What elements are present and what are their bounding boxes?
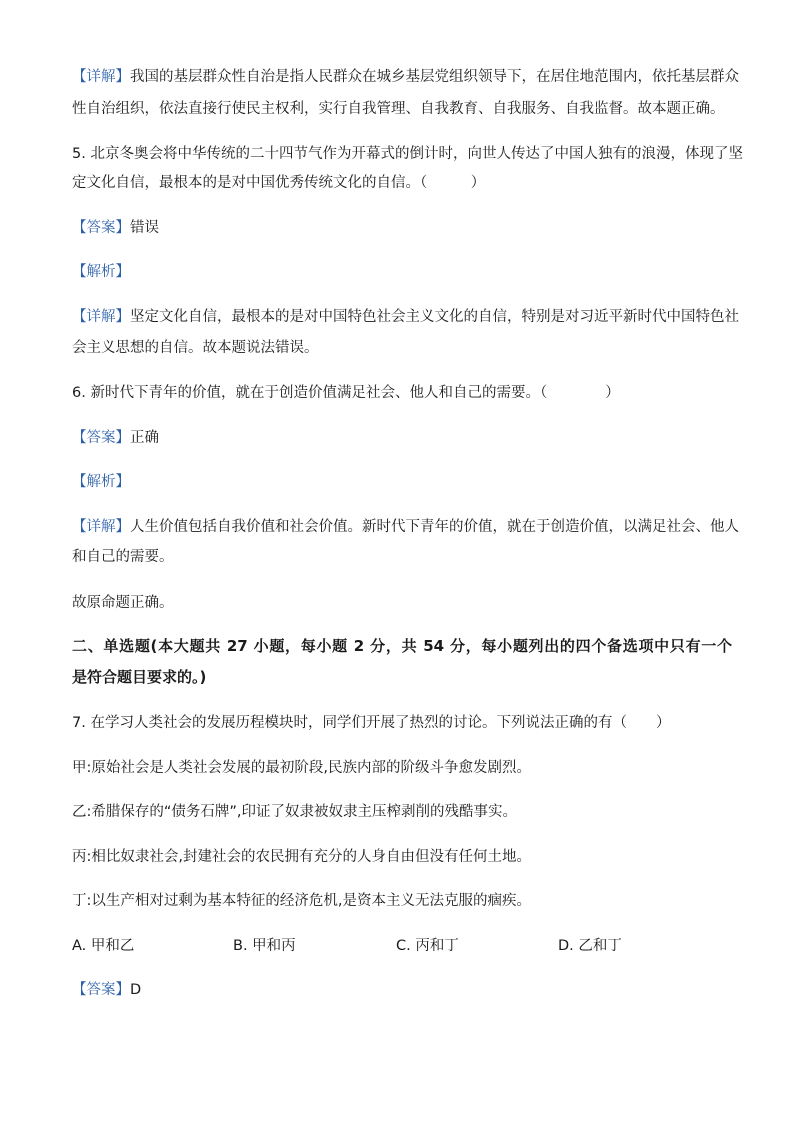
detail-line — [72, 307, 739, 327]
detail-line: 会主义思想的自信。故本题说法错误。 — [72, 340, 319, 356]
detail-text: 我国的基层群众性自治是指人民群众在城乡基层党组织领导下，在居住地范围内，依托基层群众 — [130, 69, 739, 85]
section-heading-cont: 是符合题目要求的。) — [72, 668, 207, 686]
detail-tag: 【详解】 — [72, 69, 130, 85]
question-5-stem-cont: 定文化自信，最根本的是对中国优秀传统文化的自信。（ ） — [72, 175, 486, 191]
answer-tag: 【答案】 — [72, 220, 130, 236]
answer-tag: 【答案】 — [72, 430, 130, 446]
analysis-tag — [72, 262, 732, 282]
answer-line — [72, 218, 732, 238]
detail-line: 性自治组织，依法直接行使民主权利，实行自我管理、自我教育、自我服务、自我监督。故本题正确。 — [72, 101, 725, 117]
answer-line — [72, 428, 732, 448]
statement-jia: 甲:原始社会是人类社会发展的最初阶段,民族内部的阶级斗争愈发剧烈。 — [72, 760, 531, 776]
section-heading: 二、单选题(本大题共 27 小题，每小题 2 分，共 54 分，每小题列出的四个备选项中只有一个 — [72, 637, 732, 655]
option-d: D. 乙和丁 — [558, 938, 622, 954]
option-c: C. 丙和丁 — [396, 938, 459, 954]
conclusion-line: 故原命题正确。 — [72, 595, 174, 611]
options-row — [72, 936, 732, 956]
question-6-stem: 6. 新时代下青年的价值，就在于创造价值满足社会、他人和自己的需要。（ ） — [72, 385, 620, 401]
statement-ding: 丁:以生产相对过剩为基本特征的经济危机,是资本主义无法克服的痼疾。 — [72, 893, 531, 909]
detail-text: 人生价值包括自我价值和社会价值。新时代下青年的价值，就在于创造价值，以满足社会、他人 — [130, 519, 739, 535]
answer-value: 错误 — [130, 220, 159, 236]
detail-text: 坚定文化自信，最根本的是对中国特色社会主义文化的自信，特别是对习近平新时代中国特色社 — [130, 309, 739, 325]
question-5-stem: 5. 北京冬奥会将中华传统的二十四节气作为开幕式的倒计时，向世人传达了中国人独有的浪漫，体现了坚 — [72, 146, 743, 162]
question-7-stem: 7. 在学习人类社会的发展历程模块时，同学们开展了热烈的讨论。下列说法正确的有（ ） — [72, 715, 671, 731]
statement-yi: 乙:希腊保存的“债务石牌”,印证了奴隶被奴隶主压榨剥削的残酷事实。 — [72, 804, 518, 820]
answer-value: 正确 — [130, 430, 159, 446]
option-b: B. 甲和丙 — [233, 938, 296, 954]
analysis-label: 【解析】 — [72, 264, 130, 280]
option-a: A. 甲和乙 — [72, 938, 135, 954]
answer-tag: 【答案】 — [72, 982, 130, 998]
detail-tag: 【详解】 — [72, 519, 130, 535]
detail-line — [72, 517, 739, 537]
analysis-label: 【解析】 — [72, 474, 130, 490]
answer-line — [72, 980, 732, 1000]
analysis-tag — [72, 472, 732, 492]
detail-line: 和自己的需要。 — [72, 549, 174, 565]
answer-value: D — [130, 982, 142, 998]
statement-bing: 丙:相比奴隶社会,封建社会的农民拥有充分的人身自由但没有任何土地。 — [72, 849, 531, 865]
detail-line — [72, 67, 739, 87]
detail-tag: 【详解】 — [72, 309, 130, 325]
